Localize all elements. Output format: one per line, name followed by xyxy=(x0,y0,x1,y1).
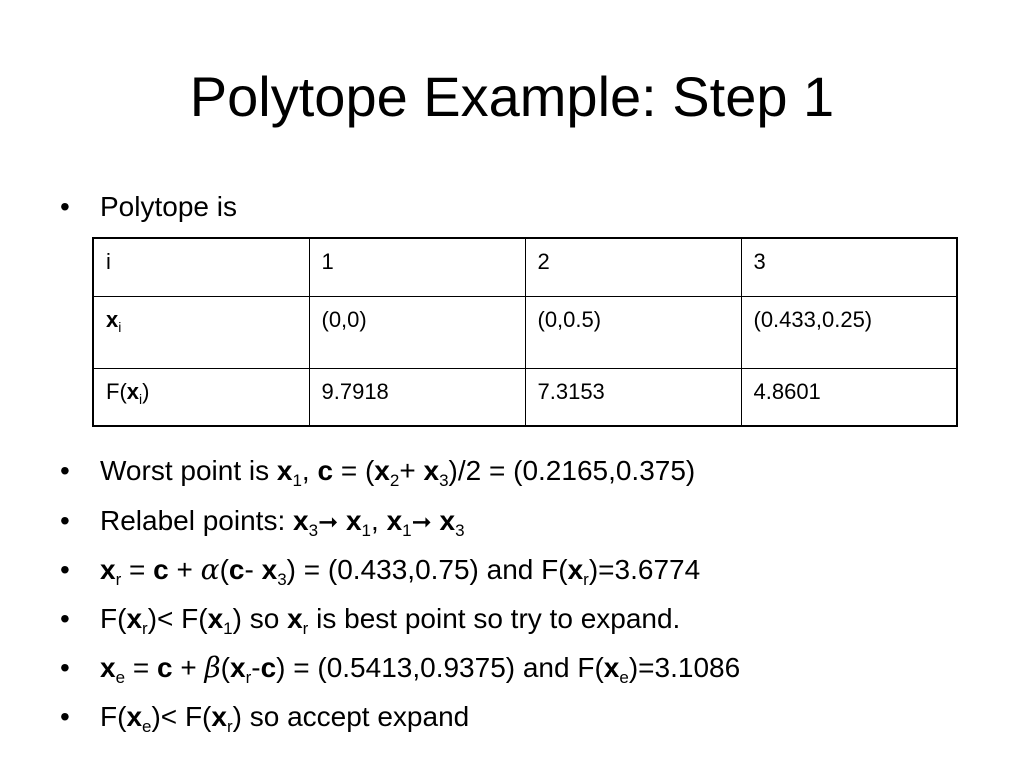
subscript: r xyxy=(302,619,309,638)
subscript: 2 xyxy=(389,471,400,490)
vector-symbol: x xyxy=(229,652,246,683)
subscript: e xyxy=(142,717,152,736)
text: ) = (0.433,0.75) and F( xyxy=(286,554,568,585)
text: - xyxy=(244,554,262,585)
text: ) xyxy=(142,378,150,404)
table-cell: 3 xyxy=(741,238,957,296)
subscript: 1 xyxy=(223,619,233,638)
text: + xyxy=(168,554,201,585)
table-row xyxy=(93,238,957,296)
text: )/2 = (0.2165,0.375) xyxy=(448,455,696,486)
text: Relabel points: xyxy=(100,505,294,536)
table-cell: (0,0.5) xyxy=(525,296,741,368)
subscript: 1 xyxy=(361,521,371,540)
subscript: 3 xyxy=(308,521,319,540)
bullet-reflection xyxy=(60,553,700,587)
vector-symbol: x xyxy=(126,701,143,732)
subscript: 1 xyxy=(402,521,412,540)
subscript: i xyxy=(118,318,122,335)
vector-symbol: x xyxy=(439,505,456,536)
bullet-dot: • xyxy=(60,505,70,536)
slide-title: Polytope Example: Step 1 xyxy=(189,65,835,128)
subscript: e xyxy=(115,668,126,687)
vector-symbol: x xyxy=(567,554,584,585)
vector-symbol: x xyxy=(261,554,278,585)
bullet-dot: • xyxy=(60,652,70,683)
subscript: 3 xyxy=(439,471,449,490)
bullet-polytope-intro xyxy=(60,190,237,224)
vector-symbol: x xyxy=(100,554,116,585)
subscript: 1 xyxy=(292,471,302,490)
vector-symbol: x xyxy=(126,603,143,634)
vector-symbol: x xyxy=(603,652,620,683)
arrow-icon: ➞ xyxy=(318,508,339,536)
text: = xyxy=(121,554,154,585)
alpha-symbol: α xyxy=(200,553,220,586)
subscript: r xyxy=(142,619,148,638)
vector-symbol: x xyxy=(276,455,293,486)
vector-symbol: x xyxy=(100,652,116,683)
text: ( xyxy=(220,652,230,683)
text: ) so xyxy=(232,603,288,634)
table-row xyxy=(93,368,957,426)
table-row xyxy=(93,296,957,368)
table-cell: 2 xyxy=(525,238,741,296)
bullet-dot: • xyxy=(60,603,70,634)
text: )< F( xyxy=(147,603,208,634)
vector-symbol: x xyxy=(423,455,440,486)
polytope-table xyxy=(92,237,958,427)
bullet-dot: • xyxy=(60,701,70,732)
vector-symbol: x xyxy=(211,701,227,732)
text: Worst point is xyxy=(100,455,277,486)
bullet-dot: • xyxy=(60,191,70,222)
bullet-dot: • xyxy=(60,554,70,585)
table-cell: (0.433,0.25) xyxy=(741,296,957,368)
subscript: 3 xyxy=(277,570,287,589)
vector-symbol: c xyxy=(317,455,334,486)
vector-symbol: x xyxy=(287,603,303,634)
vector-symbol: x xyxy=(386,505,403,536)
beta-symbol: β xyxy=(204,651,221,684)
text: + xyxy=(399,455,424,486)
vector-symbol: x xyxy=(374,455,390,486)
text: is best point so try to expand. xyxy=(308,603,681,634)
vector-symbol: c xyxy=(156,652,173,683)
subscript: i xyxy=(139,390,143,407)
text: )=3.6774 xyxy=(588,554,701,585)
text: , xyxy=(371,505,387,536)
text: F( xyxy=(100,701,127,732)
bullet-text: Polytope is xyxy=(100,191,237,222)
text: ) so accept expand xyxy=(232,701,470,732)
text: )< F( xyxy=(151,701,212,732)
table-cell: (0,0) xyxy=(309,296,525,368)
subscript: 3 xyxy=(455,521,465,540)
table-cell-label xyxy=(93,368,309,426)
vector-symbol: x xyxy=(106,306,119,332)
subscript: r xyxy=(245,668,252,687)
subscript: e xyxy=(619,668,629,687)
arrow-icon: ➞ xyxy=(411,508,432,536)
vector-symbol: c xyxy=(228,554,245,585)
text: = xyxy=(125,652,157,683)
bullet-relabel xyxy=(60,504,465,539)
table-cell: i xyxy=(93,238,309,296)
text: = ( xyxy=(333,455,375,486)
vector-symbol: x xyxy=(126,378,140,404)
table-cell: 4.8601 xyxy=(741,368,957,426)
table-cell: 1 xyxy=(309,238,525,296)
text: , xyxy=(301,455,318,486)
table-cell-label xyxy=(93,296,309,368)
text: F( xyxy=(100,603,127,634)
text: ( xyxy=(219,554,229,585)
subscript: r xyxy=(583,570,589,589)
text: + xyxy=(172,652,205,683)
subscript: r xyxy=(226,717,233,736)
table-cell: 7.3153 xyxy=(525,368,741,426)
vector-symbol: x xyxy=(345,505,362,536)
vector-symbol: c xyxy=(260,652,277,683)
text: ) = (0.5413,0.9375) and F( xyxy=(276,652,604,683)
bullet-dot: • xyxy=(60,455,70,486)
subscript: r xyxy=(115,570,122,589)
bullet-accept xyxy=(60,700,469,734)
text: - xyxy=(251,652,261,683)
vector-symbol: x xyxy=(293,505,309,536)
vector-symbol: c xyxy=(153,554,169,585)
bullet-comparison xyxy=(60,602,680,636)
vector-symbol: x xyxy=(207,603,224,634)
bullet-expansion xyxy=(60,651,740,685)
text: )=3.1086 xyxy=(628,652,741,683)
text: F( xyxy=(106,378,127,404)
table-cell: 9.7918 xyxy=(309,368,525,426)
bullet-worst-point xyxy=(60,454,695,488)
